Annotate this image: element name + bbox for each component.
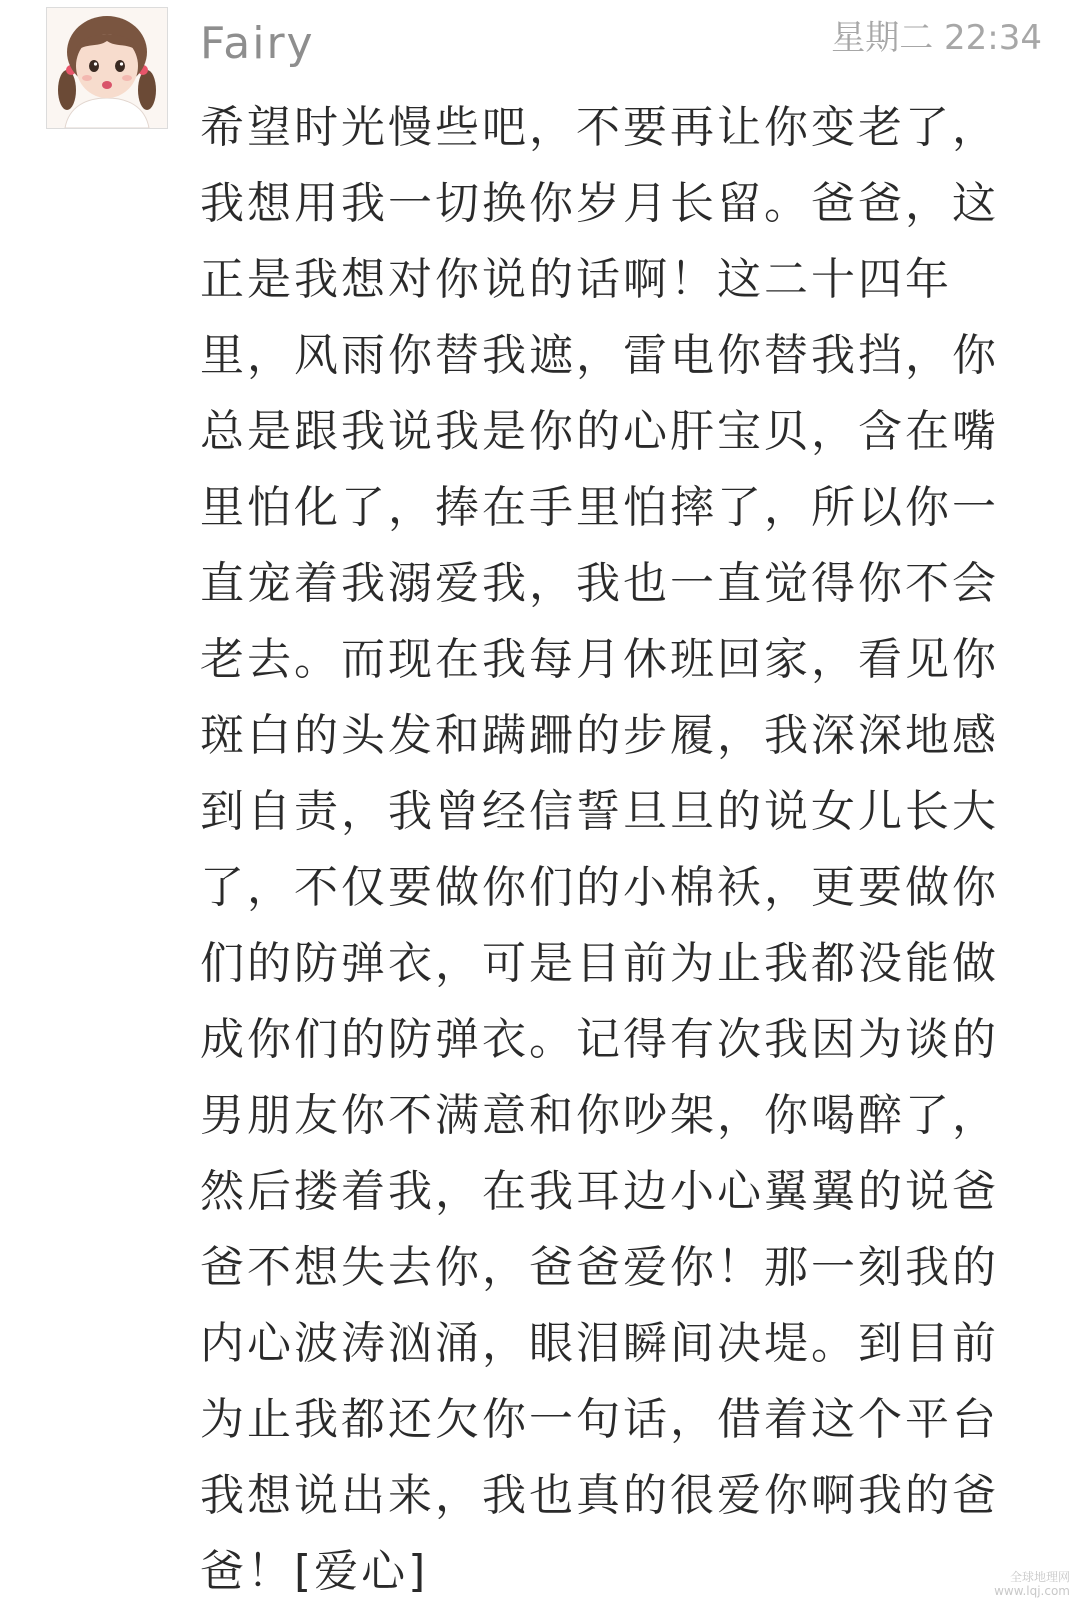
comment-line: 直宠着我溺爱我，我也一直觉得你不会 (200, 558, 999, 609)
comment-body (200, 90, 1040, 1610)
comment-line: 斑白的头发和蹒跚的步履，我深深地感 (200, 710, 999, 761)
site-watermark (994, 1570, 1070, 1598)
comment-line: 成你们的防弹衣。记得有次我因为谈的 (200, 1014, 999, 1065)
comment-line: 为止我都还欠你一句话，借着这个平台 (200, 1394, 999, 1445)
author-name[interactable]: Fairy (200, 18, 315, 69)
comment-line: 然后搂着我，在我耳边小心翼翼的说爸 (200, 1166, 999, 1217)
comment-line: 老去。而现在我每月休班回家，看见你 (200, 634, 999, 685)
comment-line: 爸！[爱心] (200, 1546, 429, 1597)
comment-line: 里，风雨你替我遮，雷电你替我挡，你 (200, 330, 999, 381)
comment-line: 我想用我一切换你岁月长留。爸爸，这 (200, 178, 999, 229)
watermark-url: www.lqj.com (994, 1584, 1070, 1598)
child-avatar-icon (47, 8, 167, 128)
comment-line: 总是跟我说我是你的心肝宝贝，含在嘴 (200, 406, 999, 457)
comment-line: 到自责，我曾经信誓旦旦的说女儿长大 (200, 786, 999, 837)
comment-line: 了，不仅要做你们的小棉袄，更要做你 (200, 862, 999, 913)
avatar[interactable] (46, 7, 168, 129)
comment-line: 们的防弹衣，可是目前为止我都没能做 (200, 938, 999, 989)
comment-line: 爸不想失去你，爸爸爱你！那一刻我的 (200, 1242, 999, 1293)
comment-timestamp: 星期二 22:34 (831, 18, 1042, 58)
watermark-title: 全球地理网 (1009, 1570, 1070, 1584)
comment-line: 内心波涛汹涌，眼泪瞬间决堤。到目前 (200, 1318, 999, 1369)
comment-line: 男朋友你不满意和你吵架，你喝醉了， (200, 1090, 999, 1141)
comment-line: 正是我想对你说的话啊！这二十四年 (200, 254, 952, 305)
comment-line: 希望时光慢些吧，不要再让你变老了， (200, 102, 999, 153)
comment-line: 里怕化了，捧在手里怕摔了，所以你一 (200, 482, 999, 533)
comment-line: 我想说出来，我也真的很爱你啊我的爸 (200, 1470, 999, 1521)
